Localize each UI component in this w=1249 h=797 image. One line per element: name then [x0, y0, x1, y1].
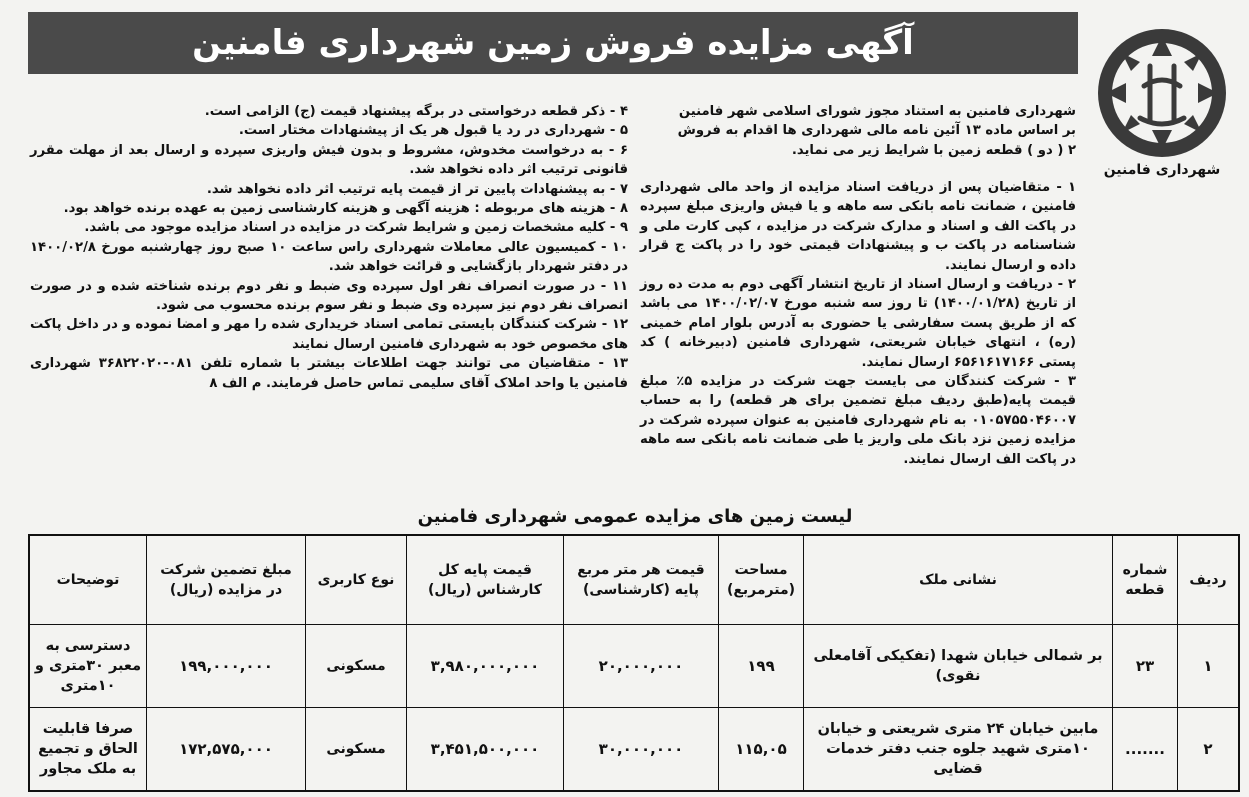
- header-lot-number: شماره قطعه: [1113, 535, 1178, 625]
- conditions-right-column: [640, 178, 1076, 469]
- condition-item: ۲ - دریافت و ارسال اسناد از تاریخ انتشار آگهی دوم به مدت ده روز از تاریخ (۱۴۰۰/۰۱/۲۸) تا روز سه شنبه مورخ ۱۴۰۰/۰۲/۰۷ می باشد که از طریق پست سفارشی یا حضوری به آدرس بلوار امام خمینی (ره) ، انتهای خیابان شریعتی، شهرداری فامنین (دبیرخانه ) کد پستی ۶۵۶۱۶۱۷۱۶۶ ارسال نمایند.: [640, 277, 1076, 370]
- cell-address: بر شمالی خیابان شهدا (تفکیکی آقامعلی نقوی): [804, 625, 1113, 708]
- cell-base-price: ۳,۴۵۱,۵۰۰,۰۰۰: [407, 707, 564, 791]
- table-row: [29, 625, 1239, 708]
- condition-item: ۴ - ذکر قطعه درخواستی در برگه پیشنهاد قیمت (ج) الزامی است.: [204, 104, 628, 119]
- table-row: [29, 707, 1239, 791]
- condition-item: ۱۰ - کمیسیون عالی معاملات شهرداری راس ساعت ۱۰ صبح روز چهارشنبه مورخ ۱۴۰۰/۰۲/۸ در دفتر شهردار بازگشایی و قرائت خواهد شد.: [30, 239, 628, 275]
- header-price-per-meter: قیمت هر متر مربع پایه (کارشناسی): [564, 535, 719, 625]
- notice-header: [28, 12, 1078, 74]
- cell-deposit: ۱۷۲,۵۷۵,۰۰۰: [147, 707, 306, 791]
- cell-lot-number: .......: [1113, 707, 1178, 791]
- header-deposit: مبلغ تضمین شرکت در مزایده (ریال): [147, 535, 306, 625]
- conditions-left-column: [30, 102, 628, 393]
- intro-paragraph: [640, 102, 1076, 160]
- logo-caption: شهرداری فامنین: [1103, 162, 1221, 178]
- cell-row-number: ۲: [1178, 707, 1240, 791]
- condition-item: ۱۱ - در صورت انصراف نفر اول سپرده وی ضبط و نفر دوم برنده شناخته شده و در صورت انصراف نفر دوم نیز سپرده وی ضبط و نفر سوم برنده محسوب می شود.: [30, 278, 628, 314]
- condition-item: ۸ - هزینه های مربوطه : هزینه آگهی و هزینه کارشناسی زمین به عهده برنده خواهد بود.: [63, 201, 628, 217]
- header-row-number: ردیف: [1178, 535, 1240, 625]
- cell-notes: صرفا قابلیت الحاق و تجمیع به ملک مجاور: [29, 707, 147, 791]
- header-base-price: قیمت پایه کل کارشناس (ریال): [407, 535, 564, 625]
- header-address: نشانی ملک: [804, 535, 1113, 625]
- condition-item: ۹ - کلیه مشخصات زمین و شرایط شرکت در مزایده در اسناد مزایده موجود می باشد.: [84, 220, 628, 236]
- cell-deposit: ۱۹۹,۰۰۰,۰۰۰: [147, 625, 306, 708]
- cell-notes: دسترسی به معبر ۳۰متری و ۱۰متری: [29, 625, 147, 708]
- cell-row-number: ۱: [1178, 625, 1240, 708]
- condition-item: ۳ - شرکت کنندگان می بایست جهت شرکت در مزایده ۵٪ مبلغ قیمت پایه(طبق ردیف مبلغ تضمین برای هر قطعه) را به حساب ۰۱۰۵۷۵۵۰۴۶۰۰۷ به نام شهرداری فامنین به عنوان سپرده شرکت در مزایده زمین نزد بانک ملی واریز یا طی ضمانت نامه بانکی سه ماهه در پاکت الف ارسال نمایند.: [640, 374, 1076, 467]
- municipality-logo: [1084, 26, 1240, 186]
- table-header-row: [29, 535, 1239, 625]
- auction-notice: [12, 10, 1240, 792]
- header-area: مساحت (مترمربع): [719, 535, 804, 625]
- cell-price-per-meter: ۳۰,۰۰۰,۰۰۰: [564, 707, 719, 791]
- cell-address: مابین خیابان ۲۴ متری شریعتی و خیابان ۱۰متری شهید جلوه جنب دفتر خدمات قضایی: [804, 707, 1113, 791]
- condition-item: ۱ - متقاضیان پس از دریافت اسناد مزایده از واحد مالی شهرداری فامنین ، ضمانت نامه بانکی سه ماهه و یا فیش واریزی مبلغ سپرده در پاکت الف و اسناد و مدارک شرکت در مزایده ، کپی کارت ملی و شناسنامه در پاکت ب و پیشنهادات قیمتی خود را در پاکت ج قرار داده و ارسال نمایند.: [640, 180, 1076, 273]
- header-usage: نوع کاربری: [306, 535, 407, 625]
- table-title: لیست زمین های مزایده عمومی شهرداری فامنین: [417, 506, 853, 527]
- intro-line: شهرداری فامنین به استناد مجوز شورای اسلامی شهر فامنین: [678, 104, 1076, 119]
- condition-item: ۷ - به پیشنهادات پایین تر از قیمت پایه ترتیب اثر داده نخواهد شد.: [206, 181, 628, 197]
- cell-base-price: ۳,۹۸۰,۰۰۰,۰۰۰: [407, 625, 564, 708]
- intro-line: ۲ ( دو ) قطعه زمین با شرایط زیر می نماید.: [791, 142, 1076, 158]
- condition-item: ۱۲ - شرکت کنندگان بایستی تمامی اسناد خریداری شده را مهر و امضا نموده و در داخل پاکت های مخصوص خود به شهرداری فامنین ارسال نمایند: [30, 317, 628, 352]
- notice-title: آگهی مزایده فروش زمین شهرداری فامنین: [192, 23, 914, 63]
- intro-line: بر اساس ماده ۱۳ آئین نامه مالی شهرداری ها اقدام به فروش: [677, 123, 1076, 139]
- municipality-emblem-icon: [1094, 26, 1230, 160]
- condition-item: ۶ - به درخواست مخدوش، مشروط و بدون فیش واریزی سپرده و ارسال بعد از مهلت مقرر قانونی ترتیب اثر داده نخواهد شد.: [30, 142, 628, 178]
- cell-usage: مسکونی: [306, 707, 407, 791]
- condition-item: ۵ - شهرداری در رد یا قبول هر یک از پیشنهادات مختار است.: [238, 123, 628, 139]
- header-notes: توضیحات: [29, 535, 147, 625]
- cell-price-per-meter: ۲۰,۰۰۰,۰۰۰: [564, 625, 719, 708]
- cell-lot-number: ۲۳: [1113, 625, 1178, 708]
- cell-area: ۱۱۵,۰۵: [719, 707, 804, 791]
- cell-area: ۱۹۹: [719, 625, 804, 708]
- cell-usage: مسکونی: [306, 625, 407, 708]
- lots-table: [28, 534, 1240, 792]
- condition-item: ۱۳ - متقاضیان می توانند جهت اطلاعات بیشتر با شماره تلفن ۰۸۱-۳۶۸۲۲۰۲۰ شهرداری فامنین یا واحد املاک آقای سلیمی تماس حاصل فرمایند. م الف ۸: [30, 356, 628, 391]
